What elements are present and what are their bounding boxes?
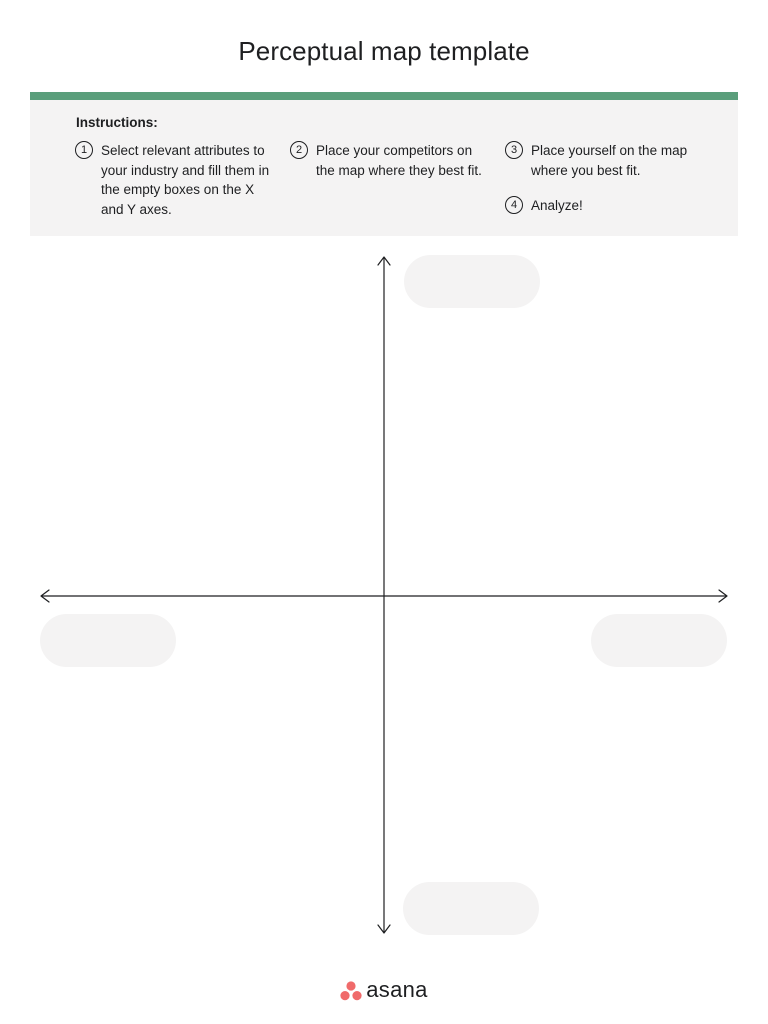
step-number-badge: 1 (75, 141, 93, 159)
x-axis-left-label-box[interactable] (40, 614, 176, 667)
y-axis-bottom-label-box[interactable] (403, 882, 539, 935)
x-axis-right-label-box[interactable] (591, 614, 727, 667)
step-text: Place yourself on the map where you best fit. (531, 143, 688, 178)
y-axis-top-label-box[interactable] (404, 255, 540, 308)
step-number-badge: 2 (290, 141, 308, 159)
instruction-step-3 (505, 141, 705, 180)
perceptual-map (0, 240, 768, 950)
instruction-step-1 (75, 141, 275, 219)
step-number-badge: 3 (505, 141, 523, 159)
step-text: Analyze! (531, 198, 583, 213)
instruction-step-2 (290, 141, 490, 180)
page-title: Perceptual map template (238, 36, 530, 66)
asana-logo (0, 976, 768, 1006)
step-number-badge: 4 (505, 196, 523, 214)
asana-wordmark: asana (366, 976, 428, 1002)
asana-dots-icon (340, 981, 362, 1001)
instructions-heading: Instructions: (76, 115, 158, 130)
step-text: Place your competitors on the map where they best fit. (316, 143, 482, 178)
accent-bar (30, 92, 738, 100)
instruction-step-4 (505, 196, 705, 216)
step-text: Select relevant attributes to your industry and fill them in the empty boxes on the X and Y axes. (101, 143, 270, 217)
instructions-panel (30, 100, 738, 236)
